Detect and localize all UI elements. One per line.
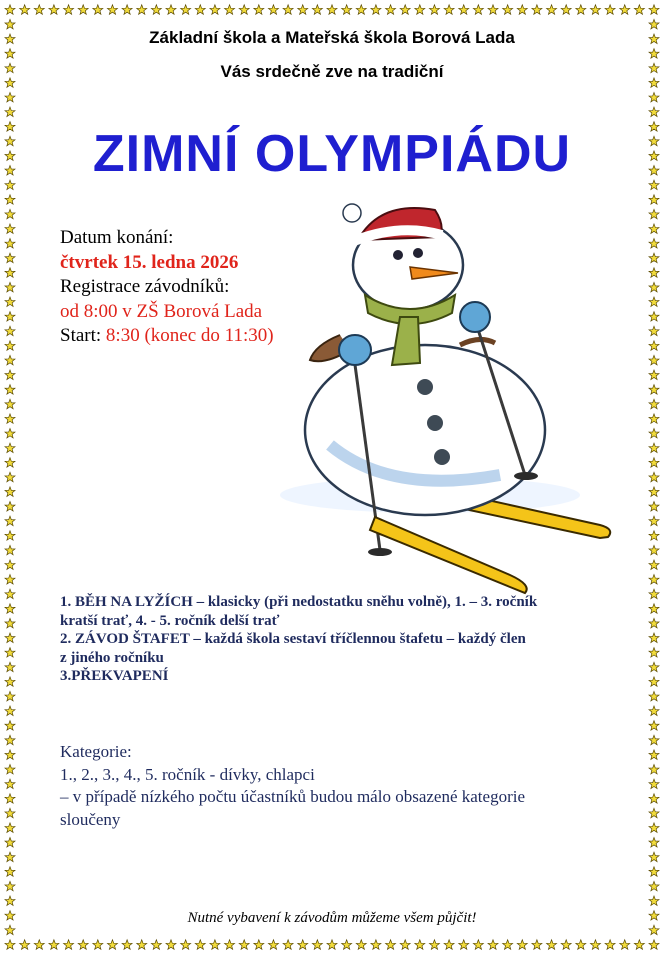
border-star-icon <box>64 940 74 950</box>
page-title: ZIMNÍ OLYMPIÁDU <box>92 125 572 183</box>
border-star-icon <box>327 5 337 15</box>
border-star-icon <box>5 545 15 555</box>
border-star-icon <box>649 224 659 234</box>
categories-section <box>60 741 640 831</box>
border-star-icon <box>78 5 88 15</box>
border-star-icon <box>5 677 15 687</box>
border-star-icon <box>268 5 278 15</box>
border-star-icon <box>5 472 15 482</box>
border-star-icon <box>210 5 220 15</box>
border-star-icon <box>429 5 439 15</box>
border-star-icon <box>5 896 15 906</box>
border-star-icon <box>78 940 88 950</box>
border-star-icon <box>415 5 425 15</box>
border-star-icon <box>5 282 15 292</box>
border-star-icon <box>649 881 659 891</box>
border-star-icon <box>254 5 264 15</box>
border-star-icon <box>5 779 15 789</box>
border-star-icon <box>371 940 381 950</box>
border-star-icon <box>5 458 15 468</box>
program-item-3: 3.PŘEKVAPENÍ <box>60 668 169 684</box>
border-star-icon <box>649 195 659 205</box>
program-item-2-cont: z jiného ročníku <box>60 649 164 666</box>
border-star-icon <box>151 5 161 15</box>
border-star-icon <box>532 5 542 15</box>
border-star-icon <box>5 502 15 512</box>
border-star-icon <box>5 706 15 716</box>
border-star-icon <box>5 516 15 526</box>
border-star-icon <box>5 414 15 424</box>
border-star-icon <box>254 940 264 950</box>
registration-label: Registrace závodníků: <box>60 276 230 297</box>
start-label: Start: <box>60 325 102 346</box>
border-star-icon <box>166 940 176 950</box>
date-label: Datum konání: <box>60 227 174 248</box>
start-line <box>60 324 274 349</box>
border-star-icon <box>517 940 527 950</box>
border-star-icon <box>5 312 15 322</box>
border-star-icon <box>5 531 15 541</box>
border-star-icon <box>5 560 15 570</box>
border-star-icon <box>5 107 15 117</box>
border-star-icon <box>649 764 659 774</box>
border-star-icon <box>5 253 15 262</box>
border-star-icon <box>649 502 659 512</box>
border-star-icon <box>576 5 586 15</box>
border-star-icon <box>649 823 659 833</box>
border-star-icon <box>5 589 15 599</box>
border-star-icon <box>386 940 396 950</box>
border-star-icon <box>5 443 15 453</box>
border-star-icon <box>649 253 659 262</box>
border-star-icon <box>649 779 659 789</box>
border-star-icon <box>5 794 15 804</box>
border-star-icon <box>5 808 15 818</box>
border-star-icon <box>649 677 659 687</box>
border-star-icon <box>5 5 15 15</box>
border-star-icon <box>5 633 15 643</box>
border-star-icon <box>649 545 659 555</box>
border-star-icon <box>649 385 659 395</box>
border-star-icon <box>356 940 366 950</box>
program-list <box>60 593 620 686</box>
border-star-icon <box>386 5 396 15</box>
border-star-icon <box>268 940 278 950</box>
border-star-icon <box>649 312 659 322</box>
program-item-2: 2. ZÁVOD ŠTAFET – každá škola sestaví tříčlennou štafetu – každý člen <box>60 631 526 647</box>
border-star-icon <box>5 575 15 585</box>
border-star-icon <box>20 940 30 950</box>
border-star-icon <box>5 195 15 205</box>
border-star-icon <box>649 92 659 102</box>
border-star-icon <box>649 575 659 585</box>
border-star-icon <box>590 5 600 15</box>
border-star-icon <box>620 940 630 950</box>
border-star-icon <box>605 940 615 950</box>
border-star-icon <box>649 428 659 438</box>
border-star-icon <box>649 604 659 614</box>
border-star-icon <box>5 487 15 497</box>
border-star-icon <box>283 940 293 950</box>
border-star-icon <box>649 209 659 219</box>
border-star-icon <box>429 940 439 950</box>
border-star-icon <box>547 940 557 950</box>
border-star-icon <box>620 5 630 15</box>
border-star-icon <box>5 209 15 219</box>
border-star-icon <box>576 940 586 950</box>
border-star-icon <box>649 648 659 658</box>
border-star-icon <box>649 633 659 643</box>
border-star-icon <box>5 618 15 628</box>
border-star-icon <box>444 5 454 15</box>
border-star-icon <box>649 940 659 950</box>
border-star-icon <box>5 852 15 862</box>
event-info <box>60 226 274 349</box>
border-star-icon <box>107 940 117 950</box>
border-star-icon <box>5 297 15 307</box>
registration-value: od 8:00 v ZŠ Borová Lada <box>60 300 263 322</box>
border-star-icon <box>195 940 205 950</box>
border-star-icon <box>5 764 15 774</box>
border-star-icon <box>649 443 659 453</box>
border-star-icon <box>5 691 15 701</box>
border-star-icon <box>400 940 410 950</box>
border-star-icon <box>107 5 117 15</box>
border-star-icon <box>49 940 59 950</box>
border-star-icon <box>649 867 659 877</box>
categories-note: – v případě nízkého počtu účastníků budou málo obsazené kategorie <box>60 787 525 806</box>
border-star-icon <box>649 414 659 424</box>
border-star-icon <box>459 940 469 950</box>
border-star-icon <box>649 735 659 745</box>
border-star-icon <box>93 940 103 950</box>
border-star-icon <box>473 940 483 950</box>
border-star-icon <box>64 5 74 15</box>
border-star-icon <box>649 399 659 409</box>
border-star-icon <box>181 940 191 950</box>
border-star-icon <box>532 940 542 950</box>
border-star-icon <box>649 808 659 818</box>
border-star-icon <box>649 355 659 365</box>
border-star-icon <box>239 940 249 950</box>
border-star-icon <box>649 589 659 599</box>
border-star-icon <box>5 823 15 833</box>
border-star-icon <box>649 487 659 497</box>
border-star-icon <box>5 428 15 438</box>
border-star-icon <box>5 385 15 395</box>
border-star-icon <box>5 735 15 745</box>
border-star-icon <box>5 940 15 950</box>
border-star-icon <box>210 940 220 950</box>
categories-label: Kategorie: <box>60 742 132 761</box>
border-star-icon <box>649 852 659 862</box>
border-star-icon <box>459 5 469 15</box>
border-star-icon <box>473 5 483 15</box>
border-star-icon <box>649 326 659 336</box>
equipment-note: Nutné vybavení k závodům můžeme všem půjčit! <box>187 910 477 926</box>
border-star-icon <box>20 5 30 15</box>
border-star-icon <box>122 5 132 15</box>
border-star-icon <box>5 49 15 59</box>
border-star-icon <box>5 838 15 848</box>
border-star-icon <box>605 5 615 15</box>
border-star-icon <box>342 5 352 15</box>
border-star-icon <box>649 516 659 526</box>
border-star-icon <box>5 355 15 365</box>
border-star-icon <box>5 662 15 672</box>
border-star-icon <box>225 940 235 950</box>
border-star-icon <box>195 5 205 15</box>
school-name: Základní škola a Mateřská škola Borová Lada <box>149 28 515 47</box>
border-star-icon <box>5 867 15 877</box>
border-star-icon <box>312 5 322 15</box>
date-value: čtvrtek 15. ledna 2026 <box>60 251 239 273</box>
border-star-icon <box>5 721 15 731</box>
border-star-icon <box>34 5 44 15</box>
border-star-icon <box>561 5 571 15</box>
border-star-icon <box>34 940 44 950</box>
border-star-icon <box>5 224 15 234</box>
border-star-icon <box>49 5 59 15</box>
invitation-line: Vás srdečně zve na tradiční <box>220 62 444 81</box>
border-star-icon <box>649 896 659 906</box>
border-star-icon <box>444 940 454 950</box>
border-star-icon <box>634 940 644 950</box>
border-star-icon <box>5 604 15 614</box>
border-star-icon <box>400 5 410 15</box>
border-star-icon <box>649 472 659 482</box>
border-star-icon <box>5 648 15 658</box>
border-star-icon <box>561 940 571 950</box>
border-star-icon <box>649 49 659 59</box>
border-star-icon <box>93 5 103 15</box>
border-star-icon <box>5 399 15 409</box>
border-star-icon <box>5 341 15 351</box>
border-star-icon <box>327 940 337 950</box>
border-star-icon <box>649 370 659 380</box>
border-star-icon <box>151 940 161 950</box>
border-star-icon <box>503 940 513 950</box>
border-star-icon <box>517 5 527 15</box>
border-star-icon <box>239 5 249 15</box>
border-star-icon <box>356 5 366 15</box>
border-star-icon <box>590 940 600 950</box>
border-star-icon <box>649 618 659 628</box>
border-star-icon <box>649 750 659 760</box>
border-star-icon <box>371 5 381 15</box>
border-star-icon <box>649 297 659 307</box>
categories-note-cont: sloučeny <box>60 809 121 829</box>
border-star-icon <box>137 5 147 15</box>
border-star-icon <box>283 5 293 15</box>
border-star-icon <box>488 5 498 15</box>
border-star-icon <box>649 5 659 15</box>
border-star-icon <box>5 268 15 278</box>
border-star-icon <box>649 239 659 249</box>
border-star-icon <box>649 691 659 701</box>
border-star-icon <box>5 881 15 891</box>
border-star-icon <box>312 940 322 950</box>
border-star-icon <box>649 341 659 351</box>
border-star-icon <box>649 268 659 278</box>
categories-grades: 1., 2., 3., 4., 5. ročník - dívky, chlapci <box>60 764 315 784</box>
border-star-icon <box>415 940 425 950</box>
border-star-icon <box>181 5 191 15</box>
border-star-icon <box>5 326 15 336</box>
border-star-icon <box>5 750 15 760</box>
border-star-icon <box>298 940 308 950</box>
border-star-icon <box>488 940 498 950</box>
border-star-icon <box>342 940 352 950</box>
snowman-skiing-illustration <box>270 195 620 595</box>
border-star-icon <box>5 370 15 380</box>
border-star-icon <box>634 5 644 15</box>
border-star-icon <box>5 92 15 102</box>
border-star-icon <box>649 838 659 848</box>
border-star-icon <box>649 107 659 117</box>
border-star-icon <box>166 5 176 15</box>
border-star-icon <box>649 706 659 716</box>
border-star-icon <box>649 282 659 292</box>
border-star-icon <box>649 721 659 731</box>
program-item-1: 1. BĚH NA LYŽÍCH – klasicky (při nedostatku sněhu volně), 1. – 3. ročník <box>60 594 538 610</box>
border-star-icon <box>137 940 147 950</box>
border-star-icon <box>122 940 132 950</box>
border-star-icon <box>547 5 557 15</box>
start-value: 8:30 (konec do 11:30) <box>105 325 274 346</box>
border-star-icon <box>649 794 659 804</box>
border-star-icon <box>649 531 659 541</box>
program-item-1-cont: kratší trať, 4. - 5. ročník delší trať <box>60 612 280 629</box>
border-star-icon <box>225 5 235 15</box>
border-star-icon <box>298 5 308 15</box>
border-star-icon <box>503 5 513 15</box>
border-star-icon <box>649 662 659 672</box>
border-star-icon <box>5 239 15 249</box>
border-star-icon <box>649 458 659 468</box>
border-star-icon <box>649 560 659 570</box>
